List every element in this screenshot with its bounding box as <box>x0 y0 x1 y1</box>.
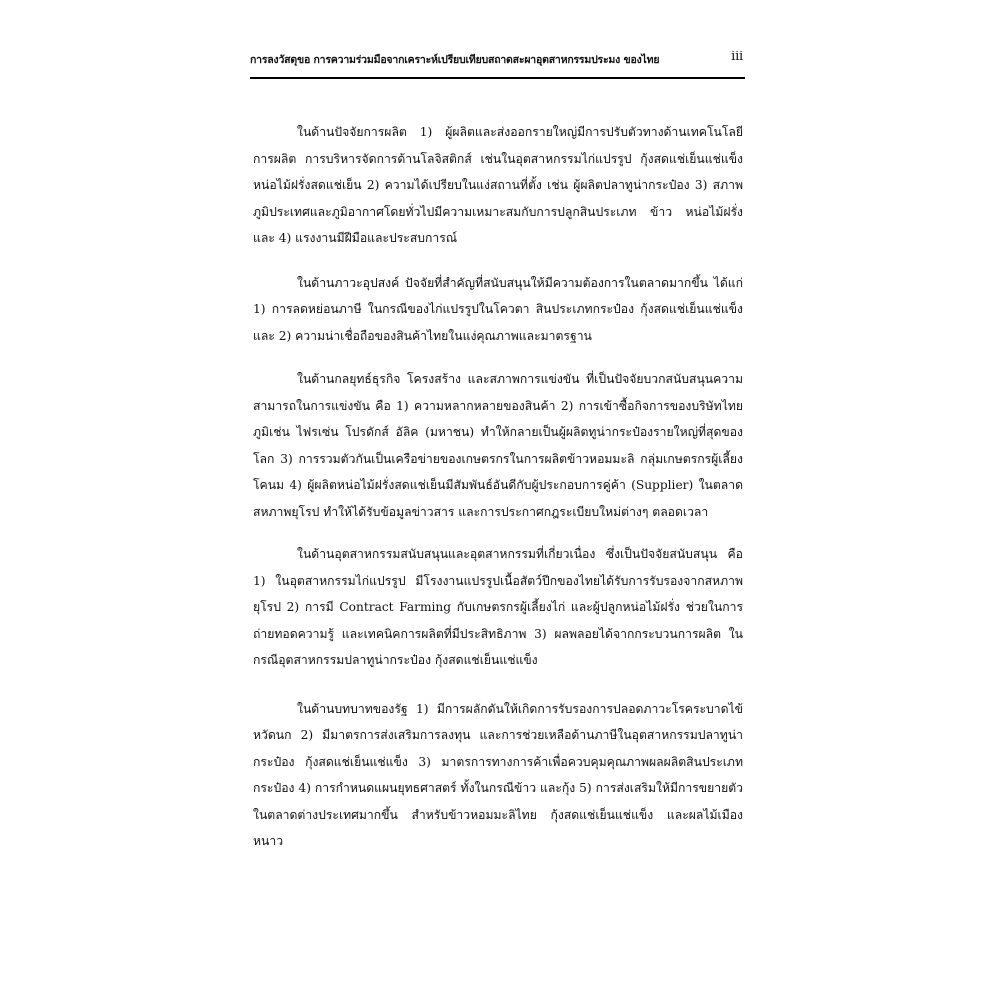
running-header <box>250 51 745 67</box>
paragraph-production-factors: ในด้านปัจจัยการผลิต 1) ผู้ผลิตและส่งออกรายใหญ่มีการปรับตัวทางด้านเทคโนโลยีการผลิต การบริหารจัดการด้านโลจิสติกส์ เช่นในอุตสาหกรรมไก่แปรรูป กุ้งสดแช่เย็นแช่แข็ง หน่อไม้ฝรั่งสดแช่เย็น 2) ความได้เปรียบในแง่สถานที่ตั้ง เช่น ผู้ผลิตปลาทูน่ากระป๋อง 3) สภาพภูมิประเทศและภูมิอากาศโดยทั่วไปมีความเหมาะสมกับการปลูกสินประเภท ข้าว หน่อไม้ฝรั่ง และ 4) แรงงานมีฝีมือและประสบการณ์ <box>253 125 743 245</box>
paragraph-firm-strategy: ในด้านกลยุทธ์ธุรกิจ โครงสร้าง และสภาพการแข่งขัน ที่เป็นปัจจัยบวกสนับสนุนความสามารถในการแข่งขัน คือ 1) ความหลากหลายของสินค้า 2) การเข้าซื้อกิจการของบริษัทไทยภูมิเช่น ไฟรเซ่น โปรดักส์ อัลิค (มหาชน) ทำให้กลายเป็นผู้ผลิตทูน่ากระป๋องรายใหญ่ที่สุดของโลก 3) การรวมตัวกันเป็นเครือข่ายของเกษตรกรในการผลิตข้าวหอมมะลิ กลุ่มเกษตรกรผู้เลี้ยงโคนม 4) ผู้ผลิตหน่อไม้ฝรั่งสดแช่เย็นมีสัมพันธ์อันดีกับผู้ประกอบการคู่ค้า (Supplier) ในตลาดสหภาพยุโรป ทำให้ได้รับข้อมูลข่าวสาร และการประกาศกฎระเบียบใหม่ต่างๆ ตลอดเวลา <box>253 372 743 519</box>
header-rule <box>250 77 745 79</box>
body-text <box>253 119 743 873</box>
running-header-title: การลงวัสดุขอ การความร่วมมือจากเคราะห์เปรียบเทียบสถาดสะผาอุตสาหกรรมประมง ของไทย <box>250 54 660 66</box>
page-number: iii <box>731 51 743 64</box>
paragraph-government-role: ในด้านบทบาทของรัฐ 1) มีการผลักดันให้เกิดการรับรองการปลอดภาวะโรคระบาดไข้หวัดนก 2) มีมาตรการส่งเสริมการลงทุน และการช่วยเหลือด้านภาษีในอุตสาหกรรมปลาทูน่ากระป๋อง กุ้งสดแช่เย็นแช่แข็ง 3) มาตรการทางการค้าเพื่อควบคุมคุณภาพผลผลิตสินประเภทกระป๋อง 4) การกำหนดแผนยุทธศาสตร์ ทั้งในกรณีข้าว และกุ้ง 5) การส่งเสริมให้มีการขยายตัวในตลาดต่างประเทศมากขึ้น สำหรับข้าวหอมมะลิไทย กุ้งสดแช่เย็นแช่แข็ง และผลไม้เมืองหนาว <box>253 701 743 848</box>
paragraph-demand-conditions: ในด้านภาวะอุปสงค์ ปัจจัยที่สำคัญที่สนับสนุนให้มีความต้องการในตลาดมากขึ้น ได้แก่ 1) การลดหย่อนภาษี ในกรณีของไก่แปรรูปในโควตา สินประเภทกระป๋อง กุ้งสดแช่เย็นแช่แข็ง และ 2) ความน่าเชื่อถือของสินค้าไทยในแง่คุณภาพและมาตรฐาน <box>253 275 743 343</box>
paragraph-related-industries: ในด้านอุตสาหกรรมสนับสนุนและอุตสาหกรรมที่เกี่ยวเนื่อง ซึ่งเป็นปัจจัยสนับสนุน คือ 1) ในอุตสาหกรรมไก่แปรรูป มีโรงงานแปรรูปเนื้อสัตว์ปีกของไทยได้รับการรับรองจากสหภาพยุโรป 2) การมี Contract Farming กับเกษตรกรผู้เลี้ยงไก่ และผู้ปลูกหน่อไม้ฝรั่ง ช่วยในการถ่ายทอดความรู้ และเทคนิคการผลิตที่มีประสิทธิภาพ 3) ผลพลอยได้จากกระบวนการผลิต ในกรณีอุตสาหกรรมปลาทูน่ากระป๋อง กุ้งสดแช่เย็นแช่แข็ง <box>253 547 743 667</box>
